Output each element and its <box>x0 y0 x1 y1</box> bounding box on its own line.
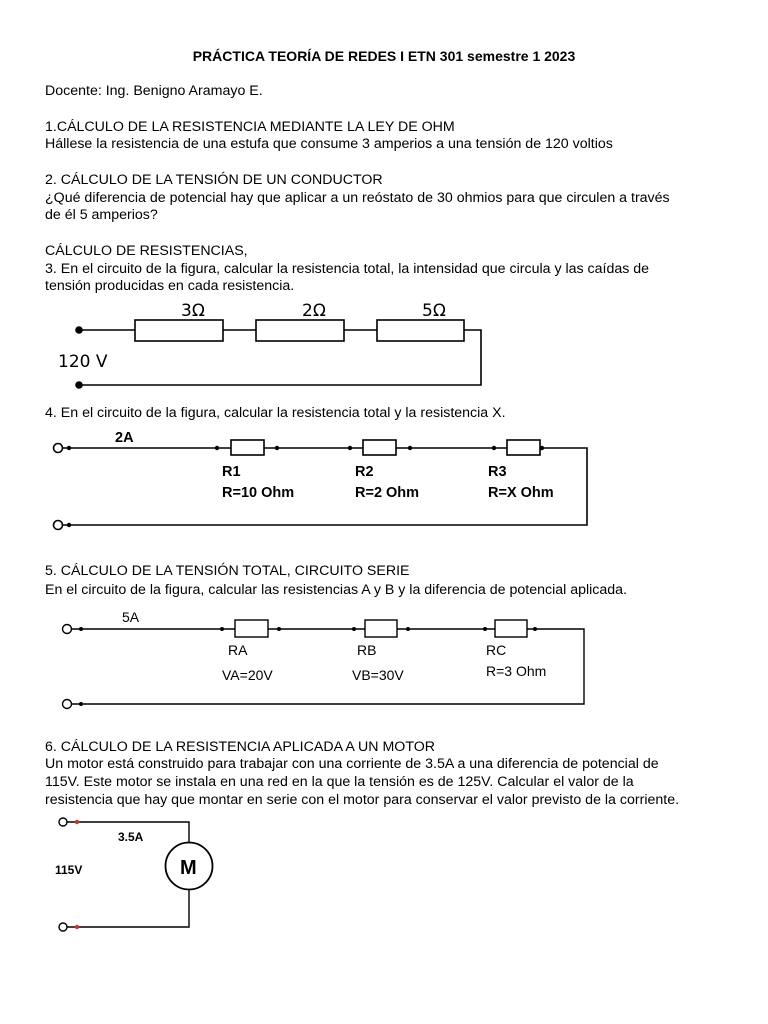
terminal-open <box>63 700 72 709</box>
resistor-5ohm <box>377 320 464 341</box>
label-2ohm: 2Ω <box>302 301 326 321</box>
label-3ohm: 3Ω <box>181 301 205 321</box>
problem-1-heading: 1.CÁLCULO DE LA RESISTENCIA MEDIANTE LA LEY DE OHM <box>45 119 455 135</box>
label-ra: RA <box>228 642 248 658</box>
label-3-5a: 3.5A <box>118 830 144 844</box>
resistor-3ohm <box>135 320 223 341</box>
resistor-rb <box>365 620 397 637</box>
problem-3-text-line1: 3. En el circuito de la figura, calcular la resistencia total, la intensidad que circula y las caídas de <box>45 261 650 277</box>
resistor-r2 <box>363 440 396 455</box>
problem-2-text-line1: ¿Qué diferencia de potencial hay que aplicar a un reóstato de 30 ohmios para que circulen a través <box>45 190 670 206</box>
label-rc-value: R=3 Ohm <box>486 663 547 679</box>
resistor-r3 <box>507 440 540 455</box>
problem-6-text-line3: resistencia que hay que montar en serie con el motor para conservar el valor previsto de la corriente. <box>45 792 680 808</box>
label-120v: 120 V <box>58 352 108 372</box>
label-motor: M <box>180 857 197 879</box>
label-r2-value: R=2 Ohm <box>355 485 420 501</box>
label-va: VA=20V <box>222 667 273 683</box>
problem-3-heading: CÁLCULO DE RESISTENCIAS, <box>45 243 248 259</box>
label-r2: R2 <box>355 464 374 480</box>
docente-line: Docente: Ing. Benigno Aramayo E. <box>45 83 263 99</box>
problem-1-text: Hállese la resistencia de una estufa que consume 3 amperios a una tensión de 120 voltios <box>45 136 613 152</box>
label-2a: 2A <box>115 430 134 446</box>
terminal-dot <box>76 327 82 333</box>
label-rc: RC <box>486 642 507 658</box>
terminal-open <box>54 521 63 530</box>
label-r1-value: R=10 Ohm <box>222 485 295 501</box>
label-5ohm: 5Ω <box>422 301 446 321</box>
problem-2-text-line2: de él 5 amperios? <box>45 207 158 223</box>
problem-2-heading: 2. CÁLCULO DE LA TENSIÓN DE UN CONDUCTOR <box>45 172 383 188</box>
problem-6-text-line2: 115V. Este motor se instala en una red en la que la tensión es de 125V. Calcular el valor de la <box>45 774 634 790</box>
problem-4-text: 4. En el circuito de la figura, calcular la resistencia total y la resistencia X. <box>45 405 506 421</box>
resistor-r1 <box>231 440 264 455</box>
resistor-rc <box>495 620 527 637</box>
problem-5-heading: 5. CÁLCULO DE LA TENSIÓN TOTAL, CIRCUITO SERIE <box>45 563 410 579</box>
label-vb: VB=30V <box>352 667 404 683</box>
terminal-dot <box>76 382 82 388</box>
circuit-3 <box>76 320 481 388</box>
terminal-open <box>59 818 67 826</box>
label-r3-value: R=X Ohm <box>488 485 554 501</box>
label-r3: R3 <box>488 464 507 480</box>
resistor-ra <box>235 620 268 637</box>
label-rb: RB <box>357 642 377 658</box>
terminal-open <box>59 923 67 931</box>
problem-5-text: En el circuito de la figura, calcular las resistencias A y B y la diferencia de potencial aplicada. <box>45 582 627 598</box>
label-115v: 115V <box>55 863 83 877</box>
page-title: PRÁCTICA TEORÍA DE REDES I ETN 301 semestre 1 2023 <box>192 48 576 64</box>
terminal-open <box>63 625 72 634</box>
resistor-2ohm <box>256 320 344 341</box>
terminal-open <box>54 444 63 453</box>
problem-6-heading: 6. CÁLCULO DE LA RESISTENCIA APLICADA A UN MOTOR <box>45 739 436 755</box>
problem-3-text-line2: tensión producidas en cada resistencia. <box>45 278 295 294</box>
label-5a: 5A <box>122 609 140 625</box>
problem-6-text-line1: Un motor está construido para trabajar con una corriente de 3.5A a una diferencia de potencial de <box>45 756 659 772</box>
label-r1: R1 <box>222 464 241 480</box>
